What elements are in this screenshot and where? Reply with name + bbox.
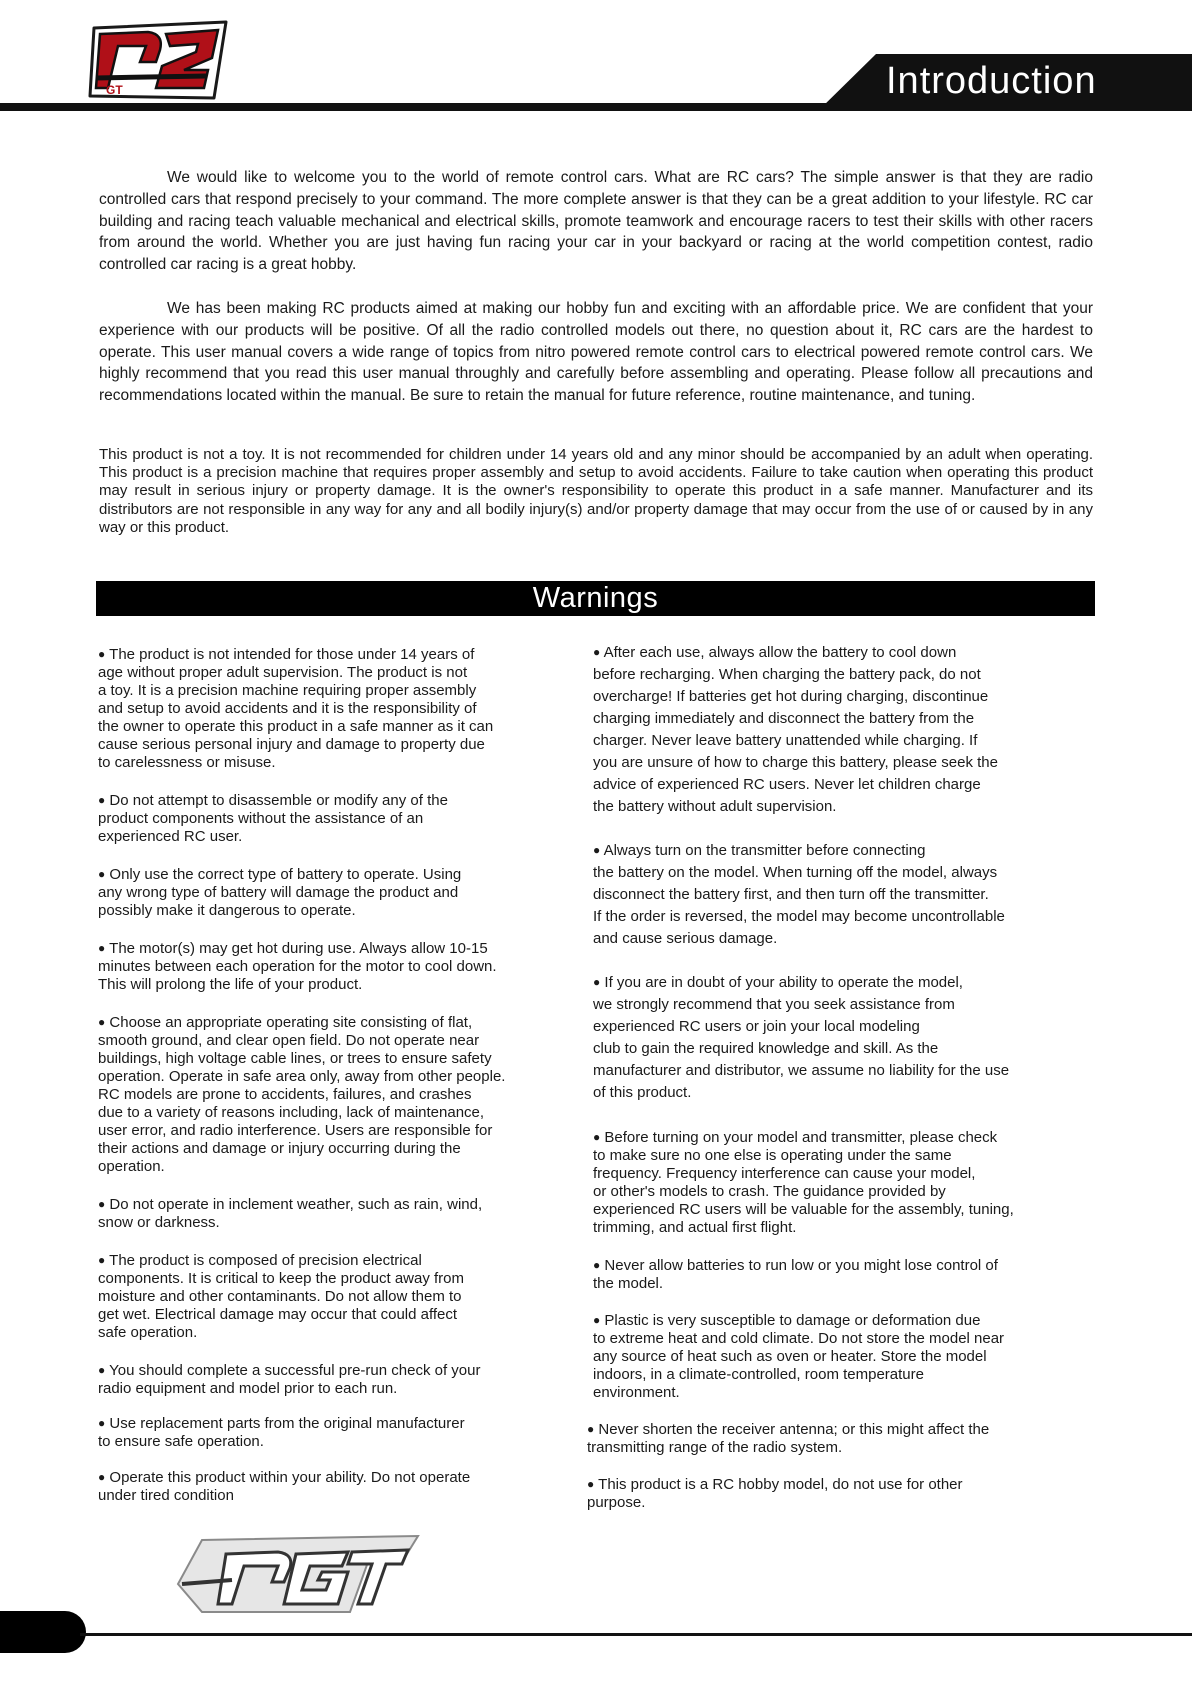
warning-line <box>98 1214 220 1232</box>
warning-line <box>593 688 988 705</box>
warning-text: trimming, and actual first flight. <box>593 1219 797 1236</box>
warning-line <box>593 1366 924 1383</box>
warning-text: experienced RC users will be valuable for the assembly, tuning, <box>593 1201 1014 1218</box>
warning-line <box>593 996 955 1013</box>
warning-text: get wet. Electrical damage may occur that could affect <box>98 1306 458 1323</box>
warning-text: the battery without adult supervision. <box>593 798 837 815</box>
bullet-icon: ● <box>593 645 601 659</box>
warning-line <box>593 1275 663 1292</box>
warning-line <box>98 902 356 920</box>
warnings-banner <box>96 581 1095 616</box>
bullet-icon: ● <box>98 1253 106 1267</box>
warning-text: club to gain the required knowledge and skill. As the <box>593 1040 939 1057</box>
warning-text: Never shorten the receiver antenna; or this might affect the <box>598 1421 990 1438</box>
warning-text: to carelessness or misuse. <box>98 754 276 771</box>
warning-text: radio equipment and model prior to each run. <box>98 1380 398 1397</box>
intro-paragraph-2 <box>99 298 1093 407</box>
bullet-icon: ● <box>593 1258 601 1272</box>
header-rule <box>0 103 1192 111</box>
bullet-icon: ● <box>98 1363 106 1377</box>
warning-text: If the order is reversed, the model may become uncontrollable <box>593 908 1005 925</box>
warning-text: purpose. <box>587 1494 646 1511</box>
warning-line <box>593 1257 998 1274</box>
footer-rule <box>80 1633 1192 1636</box>
warning-line <box>98 700 477 718</box>
warning-line <box>98 1104 484 1122</box>
warning-line <box>593 974 963 991</box>
bullet-icon: ● <box>98 941 106 955</box>
bullet-icon: ● <box>98 647 106 661</box>
warning-line <box>593 710 974 727</box>
warning-text: Never allow batteries to run low or you might lose control of <box>604 1257 998 1274</box>
warning-line <box>98 940 488 958</box>
warning-line <box>593 732 977 749</box>
warning-text: Only use the correct type of battery to operate. Using <box>109 866 462 883</box>
warning-line <box>98 1324 197 1342</box>
warning-text: After each use, always allow the battery to cool down <box>603 644 957 661</box>
bullet-icon: ● <box>593 843 601 857</box>
warning-line <box>593 1062 1009 1079</box>
warning-text: Always turn on the transmitter before connecting <box>603 842 926 859</box>
warning-line <box>593 1219 796 1236</box>
warning-line <box>98 1050 492 1068</box>
warning-text: environment. <box>593 1384 680 1401</box>
warning-line <box>98 718 493 736</box>
warning-text: minutes between each operation for the motor to cool down. <box>98 958 497 975</box>
warning-line <box>593 1129 997 1146</box>
bullet-icon: ● <box>593 975 601 989</box>
warning-text: to make sure no one else is operating under the same <box>593 1147 952 1164</box>
warning-line <box>98 866 461 884</box>
warning-line <box>98 1086 472 1104</box>
warning-line <box>98 664 467 682</box>
warning-line <box>98 810 423 828</box>
warnings-title: Warnings <box>532 582 659 614</box>
warning-line <box>593 666 981 683</box>
warning-text: before recharging. When charging the battery pack, do not <box>593 666 981 683</box>
warning-text: any source of heat such as oven or heater. Store the model <box>593 1348 987 1365</box>
warning-text: cause serious personal injury and damage to property due <box>98 736 485 753</box>
warning-text: operation. Operate in safe area only, away from other people. <box>98 1068 506 1085</box>
bullet-icon: ● <box>98 793 106 807</box>
bullet-icon: ● <box>587 1477 595 1491</box>
warning-line <box>98 1433 264 1451</box>
bullet-icon: ● <box>98 1015 106 1029</box>
warning-text: buildings, high voltage cable lines, or trees to ensure safety <box>98 1050 492 1067</box>
warning-line <box>593 1147 952 1164</box>
warning-text: due to a variety of reasons including, lack of maintenance, <box>98 1104 485 1121</box>
warning-text: Do not operate in inclement weather, such as rain, wind, <box>109 1196 483 1213</box>
warning-text: and setup to avoid accidents and it is the responsibility of <box>98 700 477 717</box>
intro-paragraph-3: This product is not a toy. It is not recommended for children under 14 years old and any minor should be accompanied by an adult when operating. This product is a precision machine that requires proper assembly and setup to avoid accidents. Failure to take caution when operating this product may result in serious injury or property damage. It is the owner's responsibility to operate this product in a safe manner. Manufacturer and its distributors are not responsible in any way for any and all bodily injury(s) and/or property damage that may occur from the use of or caused by in any way or this product. <box>99 446 1093 536</box>
warning-text: This product is a RC hobby model, do not use for other <box>598 1476 963 1493</box>
warning-text: the battery on the model. When turning off the model, always <box>593 864 998 881</box>
warning-line <box>98 792 448 810</box>
warning-text: the model. <box>593 1275 664 1292</box>
warning-line <box>593 754 998 771</box>
warning-text: Plastic is very susceptible to damage or deformation due <box>604 1312 981 1329</box>
warning-line <box>98 682 476 700</box>
warning-text: safe operation. <box>98 1324 198 1341</box>
warning-line <box>593 1084 691 1101</box>
warning-line <box>98 1068 505 1086</box>
page-number-tab <box>0 1611 86 1653</box>
warning-text: Choose an appropriate operating site consisting of flat, <box>109 1014 473 1031</box>
warning-text: overcharge! If batteries get hot during charging, discontinue <box>593 688 989 705</box>
warning-line <box>98 1140 461 1158</box>
intro-paragraph-2-text: We has been making RC products aimed at making our hobby fun and exciting with an affordable price. We are confident that your experience with our products will be positive. Of all the radio controlled models out there, no question about it, RC cars are the hardest to operate. This user manual covers a wide range of topics from nitro powered remote control cars to electrical powered remote control cars. We highly recommend that you read this user manual throughly and carefully before assembling and operating. Please follow all precautions and recommendations located within the manual. Be sure to retain the manual for future reference, routine maintenance, and tuning. <box>99 300 1093 405</box>
warning-line <box>98 884 458 902</box>
warning-line <box>98 1158 165 1176</box>
warning-line <box>98 1380 397 1398</box>
warning-text: advice of experienced RC users. Never let children charge <box>593 776 981 793</box>
warning-line <box>98 1014 472 1032</box>
warning-line <box>98 1469 470 1487</box>
warning-line <box>593 1348 987 1365</box>
warning-text: you are unsure of how to charge this battery, please seek the <box>593 754 998 771</box>
warning-text: of this product. <box>593 1084 692 1101</box>
warning-text: indoors, in a climate-controlled, room temperature <box>593 1366 924 1383</box>
warning-line <box>587 1421 989 1438</box>
brand-logo <box>86 18 236 102</box>
warning-text: experienced RC users or join your local modeling <box>593 1018 920 1035</box>
warning-text: their actions and damage or injury occurring during the <box>98 1140 461 1157</box>
warning-line <box>593 1165 975 1182</box>
warning-line <box>98 1252 422 1270</box>
warning-line <box>98 736 485 754</box>
warning-line <box>98 958 497 976</box>
warning-line <box>98 1196 482 1214</box>
warning-line <box>593 1384 680 1401</box>
warning-line <box>587 1476 963 1493</box>
warning-text: components. It is critical to keep the product away from <box>98 1270 464 1287</box>
warning-text: or other's models to crash. The guidance provided by <box>593 1183 946 1200</box>
warning-line <box>593 864 997 881</box>
bullet-icon: ● <box>593 1313 601 1327</box>
warning-text: product components without the assistance of an <box>98 810 424 827</box>
warning-text: the owner to operate this product in a safe manner as it can <box>98 718 494 735</box>
warning-line <box>593 776 981 793</box>
bullet-icon: ● <box>98 1197 106 1211</box>
warning-text: manufacturer and distributor, we assume no liability for the use <box>593 1062 1010 1079</box>
warning-text: possibly make it dangerous to operate. <box>98 902 356 919</box>
bullet-icon: ● <box>98 867 106 881</box>
warning-line <box>98 1032 479 1050</box>
warning-line <box>98 828 242 846</box>
warning-line <box>98 1270 464 1288</box>
warning-line <box>587 1439 842 1456</box>
warning-line <box>593 908 1005 925</box>
warning-text: You should complete a successful pre-run check of your <box>109 1362 481 1379</box>
warning-line <box>98 754 276 772</box>
warning-text: experienced RC user. <box>98 828 243 845</box>
warning-line <box>98 1362 480 1380</box>
footer-logo <box>172 1532 424 1616</box>
warning-text: we strongly recommend that you seek assistance from <box>593 996 955 1013</box>
warning-text: smooth ground, and clear open field. Do not operate near <box>98 1032 480 1049</box>
warning-line <box>587 1494 645 1511</box>
warning-text: and cause serious damage. <box>593 930 778 947</box>
warning-line <box>593 930 777 947</box>
warning-line <box>98 1415 465 1433</box>
warning-text: The product is not intended for those under 14 years of <box>109 646 475 663</box>
warning-text: age without proper adult supervision. The product is not <box>98 664 468 681</box>
warning-text: Operate this product within your ability. Do not operate <box>109 1469 471 1486</box>
warning-line <box>98 1122 492 1140</box>
logo-subtext: GT <box>106 83 123 97</box>
warning-line <box>593 1312 980 1329</box>
warning-line <box>593 842 925 859</box>
intro-paragraph-1-text: We would like to welcome you to the world of remote control cars. What are RC cars? The simple answer is that they are radio controlled cars that respond precisely to your command. The more complete answer is that they can be a great addition to your lifestyle. RC car building and racing teach valuable mechanical and electrical skills, promote teamwork and encourage racers to test their skills with other racers from around the world. Whether you are just having fun racing your car in your backyard or racing at the world competition contest, radio controlled car racing is a great hobby. <box>99 169 1093 274</box>
warning-line <box>593 886 989 903</box>
warning-line <box>593 1201 1014 1218</box>
warning-line <box>593 1018 920 1035</box>
intro-paragraph-1 <box>99 167 1093 276</box>
warning-text: charging immediately and disconnect the battery from the <box>593 710 975 727</box>
warning-text: Before turning on your model and transmitter, please check <box>604 1129 998 1146</box>
warning-text: under tired condition <box>98 1487 234 1504</box>
warning-line <box>98 1288 462 1306</box>
warning-text: This will prolong the life of your product. <box>98 976 363 993</box>
warning-text: The product is composed of precision electrical <box>109 1252 422 1269</box>
warning-text: snow or darkness. <box>98 1214 220 1231</box>
warning-line <box>98 1306 457 1324</box>
warning-text: disconnect the battery first, and then turn off the transmitter. <box>593 886 989 903</box>
warning-text: charger. Never leave battery unattended while charging. If <box>593 732 978 749</box>
warning-line <box>593 1330 1004 1347</box>
bullet-icon: ● <box>98 1416 106 1430</box>
warning-line <box>98 1487 234 1505</box>
bullet-icon: ● <box>98 1470 106 1484</box>
warning-text: If you are in doubt of your ability to operate the model, <box>604 974 963 991</box>
warning-line <box>593 644 956 661</box>
warning-text: Use replacement parts from the original manufacturer <box>109 1415 465 1432</box>
warning-line <box>593 1040 938 1057</box>
bullet-icon: ● <box>593 1130 601 1144</box>
warning-text: operation. <box>98 1158 165 1175</box>
warning-text: a toy. It is a precision machine requiring proper assembly <box>98 682 477 699</box>
page-title: Introduction <box>886 60 1097 102</box>
bullet-icon: ● <box>587 1422 595 1436</box>
warning-line <box>98 976 362 994</box>
warning-text: any wrong type of battery will damage the product and <box>98 884 459 901</box>
warning-text: user error, and radio interference. Users are responsible for <box>98 1122 493 1139</box>
warning-text: The motor(s) may get hot during use. Always allow 10-15 <box>109 940 488 957</box>
warning-text: moisture and other contaminants. Do not allow them to <box>98 1288 462 1305</box>
warning-text: to extreme heat and cold climate. Do not store the model near <box>593 1330 1005 1347</box>
warning-text: transmitting range of the radio system. <box>587 1439 843 1456</box>
warning-text: to ensure safe operation. <box>98 1433 264 1450</box>
warning-text: frequency. Frequency interference can cause your model, <box>593 1165 976 1182</box>
warning-line <box>593 798 836 815</box>
warning-line <box>98 646 474 664</box>
warning-text: Do not attempt to disassemble or modify any of the <box>109 792 448 809</box>
warning-text: RC models are prone to accidents, failures, and crashes <box>98 1086 472 1103</box>
warning-line <box>593 1183 946 1200</box>
